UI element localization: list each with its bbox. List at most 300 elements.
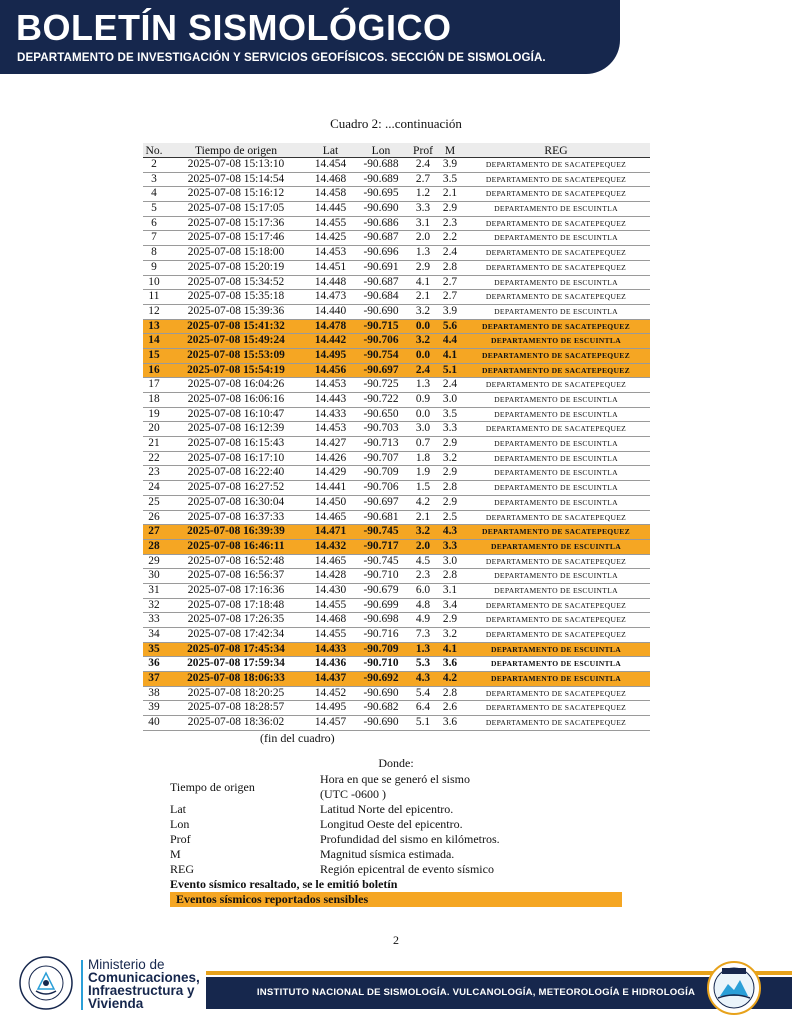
cell-time: 2025-07-08 15:53:09	[165, 348, 307, 363]
cell-lon: -90.745	[354, 554, 408, 569]
cell-reg: DEPARTAMENTO DE SACATEPEQUEZ	[462, 363, 650, 378]
cell-lon: -90.745	[354, 525, 408, 540]
cell-time: 2025-07-08 17:59:34	[165, 657, 307, 672]
cell-lon: -90.709	[354, 466, 408, 481]
cell-m: 3.6	[438, 716, 462, 731]
table-row	[143, 657, 650, 672]
cell-lon: -90.703	[354, 422, 408, 437]
cell-m: 2.4	[438, 246, 462, 261]
cell-no: 28	[143, 539, 165, 554]
table-row	[143, 701, 650, 716]
cell-lon: -90.690	[354, 716, 408, 731]
cell-lat: 14.450	[307, 495, 354, 510]
table-row	[143, 510, 650, 525]
cell-no: 32	[143, 598, 165, 613]
col-header-time: Tiempo de origen	[165, 143, 307, 158]
cell-lat: 14.453	[307, 422, 354, 437]
insivumeh-logo-icon	[706, 960, 762, 1016]
cell-lat: 14.471	[307, 525, 354, 540]
cell-reg: DEPARTAMENTO DE ESCUINTLA	[462, 672, 650, 687]
cell-reg: DEPARTAMENTO DE ESCUINTLA	[462, 466, 650, 481]
cell-time: 2025-07-08 17:42:34	[165, 628, 307, 643]
legend-value: Región epicentral de evento sísmico	[320, 862, 494, 876]
cell-time: 2025-07-08 17:16:36	[165, 583, 307, 598]
table-row	[143, 686, 650, 701]
cell-lon: -90.682	[354, 701, 408, 716]
cell-m: 3.1	[438, 583, 462, 598]
cell-m: 2.5	[438, 510, 462, 525]
table-row	[143, 525, 650, 540]
cell-reg: DEPARTAMENTO DE SACATEPEQUEZ	[462, 598, 650, 613]
cell-no: 35	[143, 642, 165, 657]
cell-reg: DEPARTAMENTO DE SACATEPEQUEZ	[462, 246, 650, 261]
table-row	[143, 158, 650, 173]
cell-prof: 0.0	[408, 319, 438, 334]
cell-prof: 2.7	[408, 172, 438, 187]
cell-no: 25	[143, 495, 165, 510]
cell-reg: DEPARTAMENTO DE SACATEPEQUEZ	[462, 172, 650, 187]
cell-lat: 14.430	[307, 583, 354, 598]
cell-no: 13	[143, 319, 165, 334]
legend-row	[170, 847, 622, 862]
cell-no: 38	[143, 686, 165, 701]
cell-lon: -90.690	[354, 686, 408, 701]
cell-prof: 1.3	[408, 642, 438, 657]
institute-name: INSTITUTO NACIONAL DE SISMOLOGÍA. VULCANOLOGÍA, METEOROLOGÍA E HIDROLOGÍA	[256, 987, 696, 998]
legend-value: Latitud Norte del epicentro.	[320, 802, 454, 816]
cell-prof: 3.1	[408, 216, 438, 231]
cell-m: 2.3	[438, 216, 462, 231]
cell-lat: 14.456	[307, 363, 354, 378]
cell-m: 4.2	[438, 672, 462, 687]
cell-lon: -90.697	[354, 363, 408, 378]
cell-m: 2.8	[438, 260, 462, 275]
table-row	[143, 554, 650, 569]
cell-prof: 4.3	[408, 672, 438, 687]
table-row	[143, 290, 650, 305]
cell-lat: 14.448	[307, 275, 354, 290]
cell-no: 8	[143, 246, 165, 261]
cell-time: 2025-07-08 18:36:02	[165, 716, 307, 731]
cell-lat: 14.455	[307, 216, 354, 231]
cell-time: 2025-07-08 15:13:10	[165, 158, 307, 173]
legend-key: Lon	[170, 817, 190, 831]
cell-m: 2.6	[438, 701, 462, 716]
cell-lat: 14.465	[307, 554, 354, 569]
cell-lon: -90.713	[354, 437, 408, 452]
cell-lat: 14.495	[307, 348, 354, 363]
cell-lon: -90.706	[354, 334, 408, 349]
cell-time: 2025-07-08 16:52:48	[165, 554, 307, 569]
table-end-note: (fin del cuadro)	[260, 731, 335, 745]
ministry-line: Comunicaciones,	[88, 970, 200, 985]
cell-time: 2025-07-08 16:12:39	[165, 422, 307, 437]
cell-m: 3.3	[438, 422, 462, 437]
cell-m: 5.1	[438, 363, 462, 378]
cell-reg: DEPARTAMENTO DE ESCUINTLA	[462, 231, 650, 246]
cell-time: 2025-07-08 15:35:18	[165, 290, 307, 305]
cell-reg: DEPARTAMENTO DE ESCUINTLA	[462, 437, 650, 452]
cell-time: 2025-07-08 16:10:47	[165, 407, 307, 422]
cell-reg: DEPARTAMENTO DE ESCUINTLA	[462, 583, 650, 598]
cell-time: 2025-07-08 16:39:39	[165, 525, 307, 540]
cell-prof: 0.9	[408, 393, 438, 408]
table-row	[143, 598, 650, 613]
cell-lat: 14.436	[307, 657, 354, 672]
cell-prof: 3.2	[408, 525, 438, 540]
col-header-lat: Lat	[307, 143, 354, 158]
cell-time: 2025-07-08 16:46:11	[165, 539, 307, 554]
cell-no: 16	[143, 363, 165, 378]
cell-no: 10	[143, 275, 165, 290]
legend-value	[320, 772, 622, 802]
cell-m: 2.7	[438, 275, 462, 290]
cell-lon: -90.687	[354, 275, 408, 290]
cell-prof: 1.8	[408, 451, 438, 466]
cell-time: 2025-07-08 16:06:16	[165, 393, 307, 408]
table-row	[143, 260, 650, 275]
ministry-divider	[81, 960, 83, 1010]
cell-reg: DEPARTAMENTO DE ESCUINTLA	[462, 495, 650, 510]
legend-key: Tiempo de origen	[170, 780, 255, 794]
cell-time: 2025-07-08 16:30:04	[165, 495, 307, 510]
cell-reg: DEPARTAMENTO DE SACATEPEQUEZ	[462, 319, 650, 334]
cell-prof: 5.3	[408, 657, 438, 672]
cell-time: 2025-07-08 18:20:25	[165, 686, 307, 701]
guatemala-seal-icon	[18, 955, 74, 1011]
table-row	[143, 628, 650, 643]
cell-lon: -90.690	[354, 202, 408, 217]
cell-no: 15	[143, 348, 165, 363]
col-header-prof: Prof	[408, 143, 438, 158]
cell-prof: 2.0	[408, 231, 438, 246]
table-row	[143, 378, 650, 393]
cell-time: 2025-07-08 15:20:19	[165, 260, 307, 275]
cell-prof: 3.0	[408, 422, 438, 437]
cell-lat: 14.433	[307, 642, 354, 657]
cell-no: 14	[143, 334, 165, 349]
cell-lat: 14.478	[307, 319, 354, 334]
cell-reg: DEPARTAMENTO DE SACATEPEQUEZ	[462, 716, 650, 731]
cell-no: 24	[143, 481, 165, 496]
cell-lat: 14.453	[307, 246, 354, 261]
bulletin-subtitle: DEPARTAMENTO DE INVESTIGACIÓN Y SERVICIOS GEOFÍSICOS. SECCIÓN DE SISMOLOGÍA.	[17, 51, 546, 64]
cell-m: 3.2	[438, 628, 462, 643]
cell-m: 3.5	[438, 407, 462, 422]
cell-lat: 14.443	[307, 393, 354, 408]
cell-m: 3.3	[438, 539, 462, 554]
cell-reg: DEPARTAMENTO DE SACATEPEQUEZ	[462, 510, 650, 525]
cell-reg: DEPARTAMENTO DE SACATEPEQUEZ	[462, 187, 650, 202]
cell-prof: 3.2	[408, 334, 438, 349]
cell-time: 2025-07-08 15:41:32	[165, 319, 307, 334]
cell-lat: 14.495	[307, 701, 354, 716]
legend-row	[170, 832, 622, 847]
cell-lat: 14.453	[307, 378, 354, 393]
col-header-lon: Lon	[354, 143, 408, 158]
cell-lat: 14.428	[307, 569, 354, 584]
cell-lat: 14.437	[307, 672, 354, 687]
cell-time: 2025-07-08 18:28:57	[165, 701, 307, 716]
cell-reg: DEPARTAMENTO DE ESCUINTLA	[462, 202, 650, 217]
cell-lat: 14.451	[307, 260, 354, 275]
legend-value-line: Hora en que se generó el sismo	[320, 772, 470, 786]
table-row	[143, 216, 650, 231]
legend-row	[170, 772, 622, 802]
cell-lon: -90.695	[354, 187, 408, 202]
page-number: 2	[393, 933, 399, 947]
cell-time: 2025-07-08 16:56:37	[165, 569, 307, 584]
cell-lat: 14.465	[307, 510, 354, 525]
cell-lon: -90.710	[354, 657, 408, 672]
table-row	[143, 613, 650, 628]
legend-row	[170, 802, 622, 817]
cell-prof: 3.3	[408, 202, 438, 217]
cell-time: 2025-07-08 15:17:36	[165, 216, 307, 231]
cell-no: 5	[143, 202, 165, 217]
cell-reg: DEPARTAMENTO DE ESCUINTLA	[462, 393, 650, 408]
cell-reg: DEPARTAMENTO DE ESCUINTLA	[462, 304, 650, 319]
cell-prof: 2.0	[408, 539, 438, 554]
cell-no: 30	[143, 569, 165, 584]
cell-no: 23	[143, 466, 165, 481]
cell-no: 4	[143, 187, 165, 202]
cell-time: 2025-07-08 16:15:43	[165, 437, 307, 452]
cell-no: 21	[143, 437, 165, 452]
table-row	[143, 642, 650, 657]
cell-m: 3.9	[438, 304, 462, 319]
cell-no: 27	[143, 525, 165, 540]
cell-no: 26	[143, 510, 165, 525]
cell-prof: 4.9	[408, 613, 438, 628]
cell-m: 4.4	[438, 334, 462, 349]
earthquake-table	[143, 143, 650, 731]
cell-time: 2025-07-08 16:37:33	[165, 510, 307, 525]
footer-gold-line	[206, 971, 792, 975]
table-row	[143, 437, 650, 452]
legend-key: Lat	[170, 802, 186, 816]
cell-reg: DEPARTAMENTO DE SACATEPEQUEZ	[462, 260, 650, 275]
table-body	[143, 158, 650, 731]
cell-time: 2025-07-08 16:22:40	[165, 466, 307, 481]
cell-reg: DEPARTAMENTO DE ESCUINTLA	[462, 275, 650, 290]
cell-prof: 6.4	[408, 701, 438, 716]
cell-lat: 14.425	[307, 231, 354, 246]
cell-m: 2.9	[438, 613, 462, 628]
table-row	[143, 481, 650, 496]
cell-reg: DEPARTAMENTO DE SACATEPEQUEZ	[462, 701, 650, 716]
cell-reg: DEPARTAMENTO DE ESCUINTLA	[462, 451, 650, 466]
cell-time: 2025-07-08 17:18:48	[165, 598, 307, 613]
cell-no: 12	[143, 304, 165, 319]
cell-lon: -90.689	[354, 172, 408, 187]
cell-m: 4.1	[438, 348, 462, 363]
bulletin-title: BOLETÍN SISMOLÓGICO	[16, 7, 452, 48]
cell-m: 2.9	[438, 495, 462, 510]
cell-prof: 2.3	[408, 569, 438, 584]
cell-reg: DEPARTAMENTO DE SACATEPEQUEZ	[462, 628, 650, 643]
cell-reg: DEPARTAMENTO DE SACATEPEQUEZ	[462, 348, 650, 363]
cell-no: 18	[143, 393, 165, 408]
cell-reg: DEPARTAMENTO DE ESCUINTLA	[462, 642, 650, 657]
cell-prof: 1.5	[408, 481, 438, 496]
cell-time: 2025-07-08 16:17:10	[165, 451, 307, 466]
cell-m: 4.3	[438, 525, 462, 540]
cell-lon: -90.650	[354, 407, 408, 422]
col-header-m: M	[438, 143, 462, 158]
cell-m: 2.2	[438, 231, 462, 246]
ministry-line: Vivienda	[88, 996, 144, 1011]
ministry-line: Ministerio de	[88, 957, 165, 972]
table-row	[143, 348, 650, 363]
cell-m: 2.7	[438, 290, 462, 305]
cell-lat: 14.468	[307, 172, 354, 187]
cell-time: 2025-07-08 16:04:26	[165, 378, 307, 393]
cell-lat: 14.454	[307, 158, 354, 173]
cell-no: 9	[143, 260, 165, 275]
table-row	[143, 319, 650, 334]
legend-value: Magnitud sísmica estimada.	[320, 847, 455, 861]
cell-lon: -90.709	[354, 642, 408, 657]
cell-reg: DEPARTAMENTO DE SACATEPEQUEZ	[462, 525, 650, 540]
cell-prof: 0.0	[408, 348, 438, 363]
cell-lon: -90.715	[354, 319, 408, 334]
cell-prof: 1.2	[408, 187, 438, 202]
cell-lon: -90.696	[354, 246, 408, 261]
cell-m: 3.4	[438, 598, 462, 613]
legend-value-line: (UTC -0600 )	[320, 787, 386, 801]
cell-lat: 14.427	[307, 437, 354, 452]
cell-prof: 3.2	[408, 304, 438, 319]
cell-time: 2025-07-08 15:14:54	[165, 172, 307, 187]
col-header-no: No.	[143, 143, 165, 158]
table-row	[143, 539, 650, 554]
cell-no: 20	[143, 422, 165, 437]
cell-lon: -90.690	[354, 304, 408, 319]
cell-lat: 14.441	[307, 481, 354, 496]
legend-key: M	[170, 847, 181, 861]
cell-reg: DEPARTAMENTO DE SACATEPEQUEZ	[462, 686, 650, 701]
table-row	[143, 716, 650, 731]
ministry-line: Infraestructura y	[88, 983, 195, 998]
cell-reg: DEPARTAMENTO DE SACATEPEQUEZ	[462, 422, 650, 437]
col-header-reg: REG	[462, 143, 650, 158]
cell-no: 11	[143, 290, 165, 305]
table-row	[143, 393, 650, 408]
cell-time: 2025-07-08 17:26:35	[165, 613, 307, 628]
legend-row	[170, 862, 622, 877]
cell-lon: -90.697	[354, 495, 408, 510]
cell-prof: 5.4	[408, 686, 438, 701]
table-caption: Cuadro 2: ...continuación	[330, 116, 462, 131]
cell-m: 3.5	[438, 172, 462, 187]
cell-lon: -90.706	[354, 481, 408, 496]
table-row	[143, 202, 650, 217]
table-row	[143, 275, 650, 290]
legend-highlight-note: Eventos sísmicos reportados sensibles	[170, 892, 622, 907]
cell-time: 2025-07-08 18:06:33	[165, 672, 307, 687]
cell-lon: -90.699	[354, 598, 408, 613]
cell-lat: 14.458	[307, 187, 354, 202]
cell-lat: 14.452	[307, 686, 354, 701]
cell-lat: 14.426	[307, 451, 354, 466]
cell-m: 3.2	[438, 451, 462, 466]
cell-no: 19	[143, 407, 165, 422]
cell-prof: 1.3	[408, 246, 438, 261]
cell-reg: DEPARTAMENTO DE ESCUINTLA	[462, 569, 650, 584]
ministry-name	[88, 958, 200, 1010]
cell-m: 3.0	[438, 393, 462, 408]
cell-lat: 14.429	[307, 466, 354, 481]
cell-prof: 2.9	[408, 260, 438, 275]
cell-m: 5.6	[438, 319, 462, 334]
cell-lon: -90.716	[354, 628, 408, 643]
cell-no: 39	[143, 701, 165, 716]
legend-title: Donde:	[378, 756, 414, 770]
cell-lat: 14.433	[307, 407, 354, 422]
cell-no: 2	[143, 158, 165, 173]
cell-m: 3.0	[438, 554, 462, 569]
cell-lat: 14.432	[307, 539, 354, 554]
cell-prof: 5.1	[408, 716, 438, 731]
table-row	[143, 672, 650, 687]
table-row	[143, 583, 650, 598]
cell-reg: DEPARTAMENTO DE ESCUINTLA	[462, 481, 650, 496]
cell-lat: 14.442	[307, 334, 354, 349]
cell-lon: -90.717	[354, 539, 408, 554]
cell-prof: 1.9	[408, 466, 438, 481]
cell-prof: 2.4	[408, 363, 438, 378]
cell-prof: 4.8	[408, 598, 438, 613]
table-row	[143, 451, 650, 466]
cell-no: 7	[143, 231, 165, 246]
cell-lat: 14.455	[307, 598, 354, 613]
legend-row	[170, 817, 622, 832]
cell-lat: 14.440	[307, 304, 354, 319]
cell-time: 2025-07-08 15:17:46	[165, 231, 307, 246]
cell-no: 36	[143, 657, 165, 672]
table-header-row	[143, 143, 650, 158]
cell-no: 37	[143, 672, 165, 687]
cell-reg: DEPARTAMENTO DE ESCUINTLA	[462, 407, 650, 422]
cell-time: 2025-07-08 15:39:36	[165, 304, 307, 319]
cell-prof: 7.3	[408, 628, 438, 643]
cell-time: 2025-07-08 15:16:12	[165, 187, 307, 202]
cell-lon: -90.725	[354, 378, 408, 393]
table-row	[143, 569, 650, 584]
cell-m: 2.9	[438, 202, 462, 217]
table-row	[143, 422, 650, 437]
cell-m: 2.9	[438, 437, 462, 452]
cell-reg: DEPARTAMENTO DE SACATEPEQUEZ	[462, 290, 650, 305]
cell-reg: DEPARTAMENTO DE SACATEPEQUEZ	[462, 554, 650, 569]
cell-lon: -90.688	[354, 158, 408, 173]
cell-time: 2025-07-08 15:18:00	[165, 246, 307, 261]
legend-key: REG	[170, 862, 194, 876]
table-row	[143, 187, 650, 202]
table-row	[143, 363, 650, 378]
cell-time: 2025-07-08 15:54:19	[165, 363, 307, 378]
cell-lat: 14.468	[307, 613, 354, 628]
cell-no: 17	[143, 378, 165, 393]
cell-lon: -90.692	[354, 672, 408, 687]
legend-value: Profundidad del sismo en kilómetros.	[320, 832, 500, 846]
cell-lon: -90.722	[354, 393, 408, 408]
cell-lat: 14.457	[307, 716, 354, 731]
table-row	[143, 495, 650, 510]
cell-m: 2.4	[438, 378, 462, 393]
cell-reg: DEPARTAMENTO DE SACATEPEQUEZ	[462, 216, 650, 231]
